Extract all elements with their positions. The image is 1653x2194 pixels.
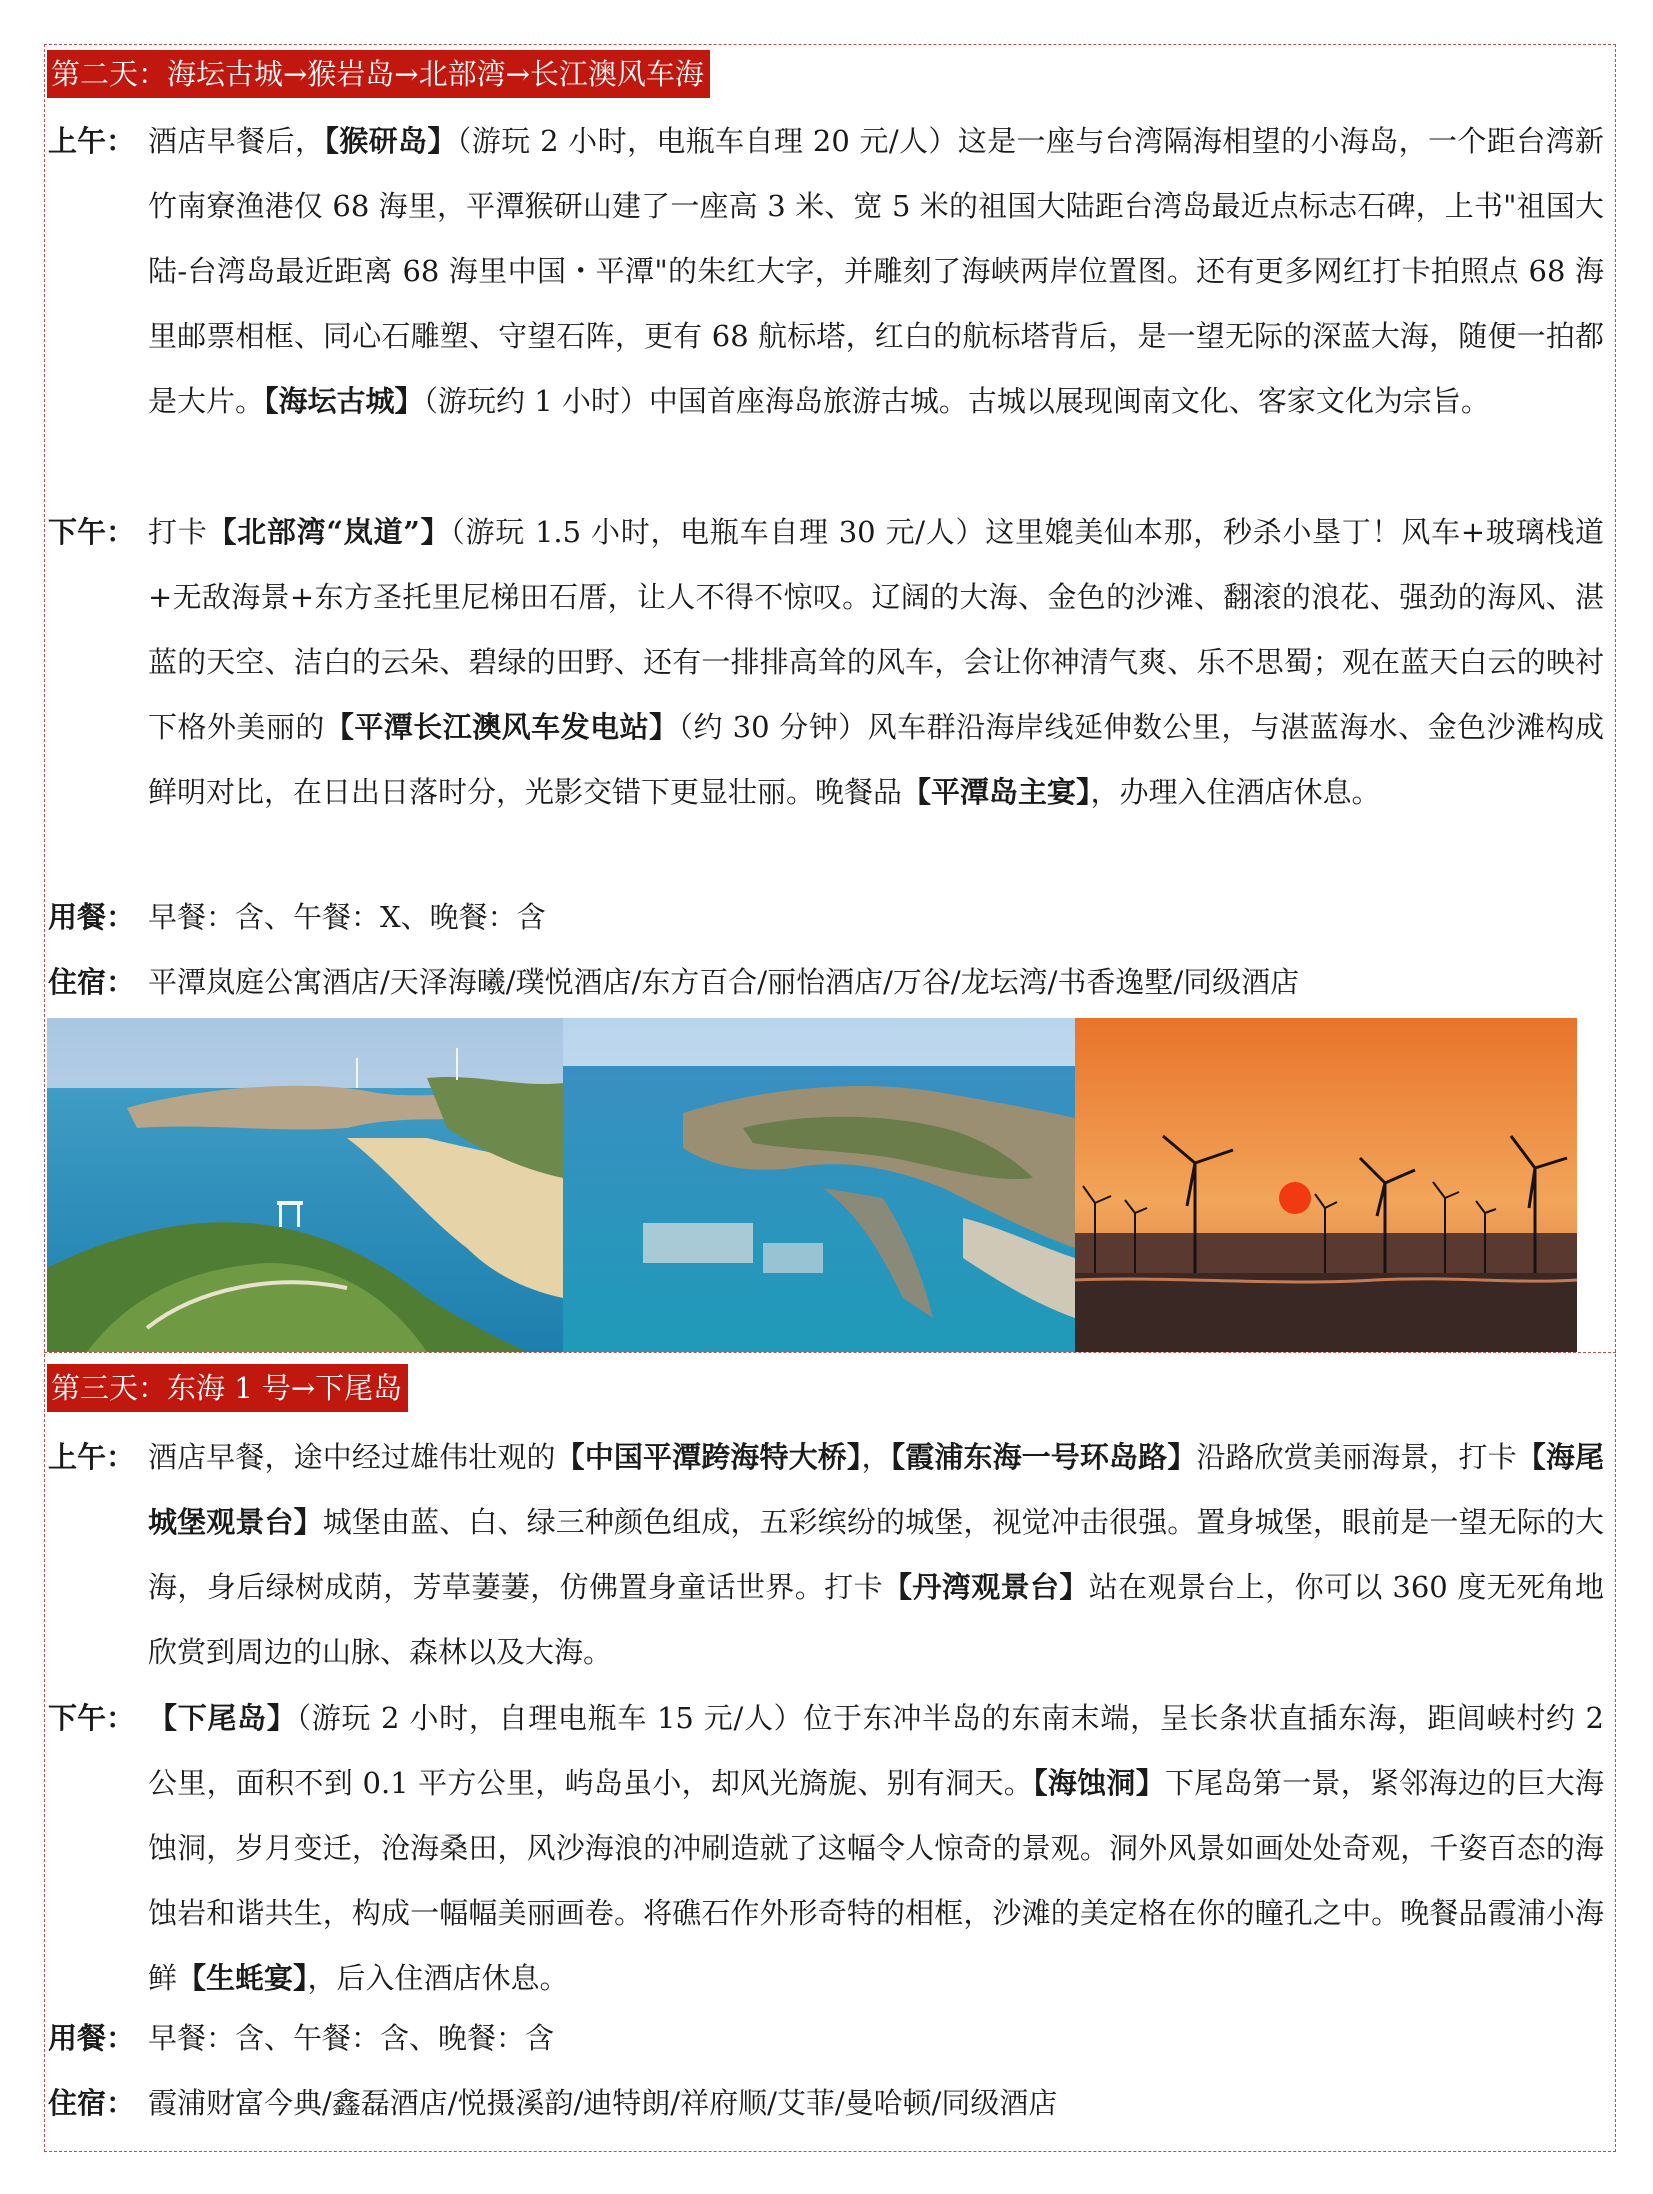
highlight-sea-cave: 【海蚀洞】 [1033, 1766, 1165, 1800]
section-divider [44, 1352, 1616, 1353]
island-harbor-photo [563, 1018, 1075, 1352]
highlight-haitan-old-town: 【海坛古城】 [264, 384, 424, 418]
day3-afternoon-label: 下午： [48, 1701, 136, 1735]
day3-morning-label: 上午： [48, 1440, 136, 1474]
day2-meals [48, 885, 1604, 950]
day2-afternoon-text: 打卡【北部湾“岚道”】（游玩 1.5 小时，电瓶车自理 30 元/人）这里媲美仙本那，秒杀小垦丁！风车+玻璃栈道+无敌海景+东方圣托里尼梯田石厝，让人不得不惊叹。辽阔的大海、金色的沙滩、翻滚的浪花、强劲的海风、湛蓝的天空、洁白的云朵、碧绿的田野、还有一排排高耸的风车，会让你神清气爽、乐不思蜀；观在蓝天白云的映衬下格外美丽的【平潭长江澳风车发电站】（约 30 分钟）风车群沿海岸线延伸数公里，与湛蓝海水、金色沙滩构成鲜明对比，在日出日落时分，光影交错下更显壮丽。晚餐品【平潭岛主宴】，办理入住酒店休息。 [148, 515, 1604, 809]
day2-meals-text: 早餐：含、午餐：X、晚餐：含 [148, 900, 546, 934]
day3-title: 第三天：东海 1 号→下尾岛 [47, 1364, 408, 1412]
day2-morning-text: 酒店早餐后，【猴研岛】（游玩 2 小时，电瓶车自理 20 元/人）这是一座与台湾隔海相望的小海岛，一个距台湾新竹南寮渔港仅 68 海里，平潭猴研山建了一座高 3 米、宽 5 米的祖国大陆距台湾岛最近点标志石碑，上书"祖国大陆-台湾岛最近距离 68 海里中国・平潭"的朱红大字，并雕刻了海峡两岸位置图。还有更多网红打卡拍照点 68 海里邮票相框、同心石雕塑、守望石阵，更有 68 航标塔，红白的航标塔背后，是一望无际的深蓝大海，随便一拍都是大片。【海坛古城】（游玩约 1 小时）中国首座海岛旅游古城。古城以展现闽南文化、客家文化为宗旨。 [148, 124, 1604, 418]
highlight-ring-road: 【霞浦东海一号环岛路】 [890, 1440, 1197, 1474]
highlight-sea-bridge: 【中国平潭跨海特大桥】 [555, 1440, 862, 1474]
highlight-xiawei-island: 【下尾岛】 [148, 1701, 297, 1735]
day3-morning-text: 酒店早餐，途中经过雄伟壮观的【中国平潭跨海特大桥】，【霞浦东海一号环岛路】沿路欣赏美丽海景，打卡【海尾城堡观景台】城堡由蓝、白、绿三种颜色组成，五彩缤纷的城堡，视觉冲击很强。置身城堡，眼前是一望无际的大海，身后绿树成荫，芳草萋萋，仿佛置身童话世界。打卡【丹湾观景台】站在观景台上，你可以 360 度无死角地欣赏到周边的山脉、森林以及大海。 [148, 1440, 1604, 1669]
day3-hotel-text: 霞浦财富今典/鑫磊酒店/悦摄溪韵/迪特朗/祥府顺/艾菲/曼哈顿/同级酒店 [148, 2086, 1058, 2120]
highlight-windfarm: 【平潭长江澳风车发电站】 [324, 710, 679, 744]
day2-hotel-label: 住宿： [48, 965, 136, 999]
day2-afternoon-label: 下午： [48, 515, 136, 549]
windfarm-sunset-photo [1075, 1018, 1577, 1352]
day3-afternoon-text: 【下尾岛】（游玩 2 小时，自理电瓶车 15 元/人）位于东冲半岛的东南末端，呈长条状直插东海，距闾峡村约 2 公里，面积不到 0.1 平方公里，屿岛虽小，却风光旖旎、别有洞天。【海蚀洞】下尾岛第一景，紧邻海边的巨大海蚀洞，岁月变迁，沧海桑田，风沙海浪的冲刷造就了这幅令人惊奇的景观。洞外风景如画处处奇观，千姿百态的海蚀岩和谐共生，构成一幅幅美丽画卷。将礁石作外形奇特的相框，沙滩的美定格在你的瞳孔之中。晚餐品霞浦小海鲜【生蚝宴】，后入住酒店休息。 [148, 1701, 1604, 1995]
highlight-houyan-island: 【猴研岛】 [324, 124, 457, 158]
highlight-castle-lookout: 【海尾城堡观景台】 [148, 1440, 1604, 1539]
day2-title: 第二天：海坛古城→猴岩岛→北部湾→长江澳风车海 [47, 50, 710, 98]
day3-hotel [48, 2071, 1604, 2136]
day3-meals-text: 早餐：含、午餐：含、晚餐：含 [148, 2021, 555, 2055]
day2-morning-label: 上午： [48, 124, 136, 158]
day3-meals-label: 用餐： [48, 2021, 136, 2055]
highlight-beibu-bay: 【北部湾“岚道”】 [207, 515, 451, 549]
day2-meals-label: 用餐： [48, 900, 136, 934]
day3-morning [48, 1425, 1604, 1685]
day3-meals [48, 2006, 1604, 2071]
island-beach-photo [47, 1018, 563, 1352]
day3-afternoon [48, 1686, 1604, 2011]
day2-afternoon [48, 500, 1604, 825]
highlight-danwan-lookout: 【丹湾观景台】 [883, 1570, 1089, 1604]
highlight-pingtan-feast: 【平潭岛主宴】 [902, 775, 1091, 809]
day2-hotel [48, 950, 1604, 1015]
highlight-oyster-feast: 【生蚝宴】 [177, 1961, 308, 1995]
day3-hotel-label: 住宿： [48, 2086, 136, 2120]
day2-morning [48, 109, 1604, 434]
day2-hotel-text: 平潭岚庭公寓酒店/天泽海曦/璞悦酒店/东方百合/丽怡酒店/万谷/龙坛湾/书香逸墅/同级酒店 [148, 965, 1300, 999]
